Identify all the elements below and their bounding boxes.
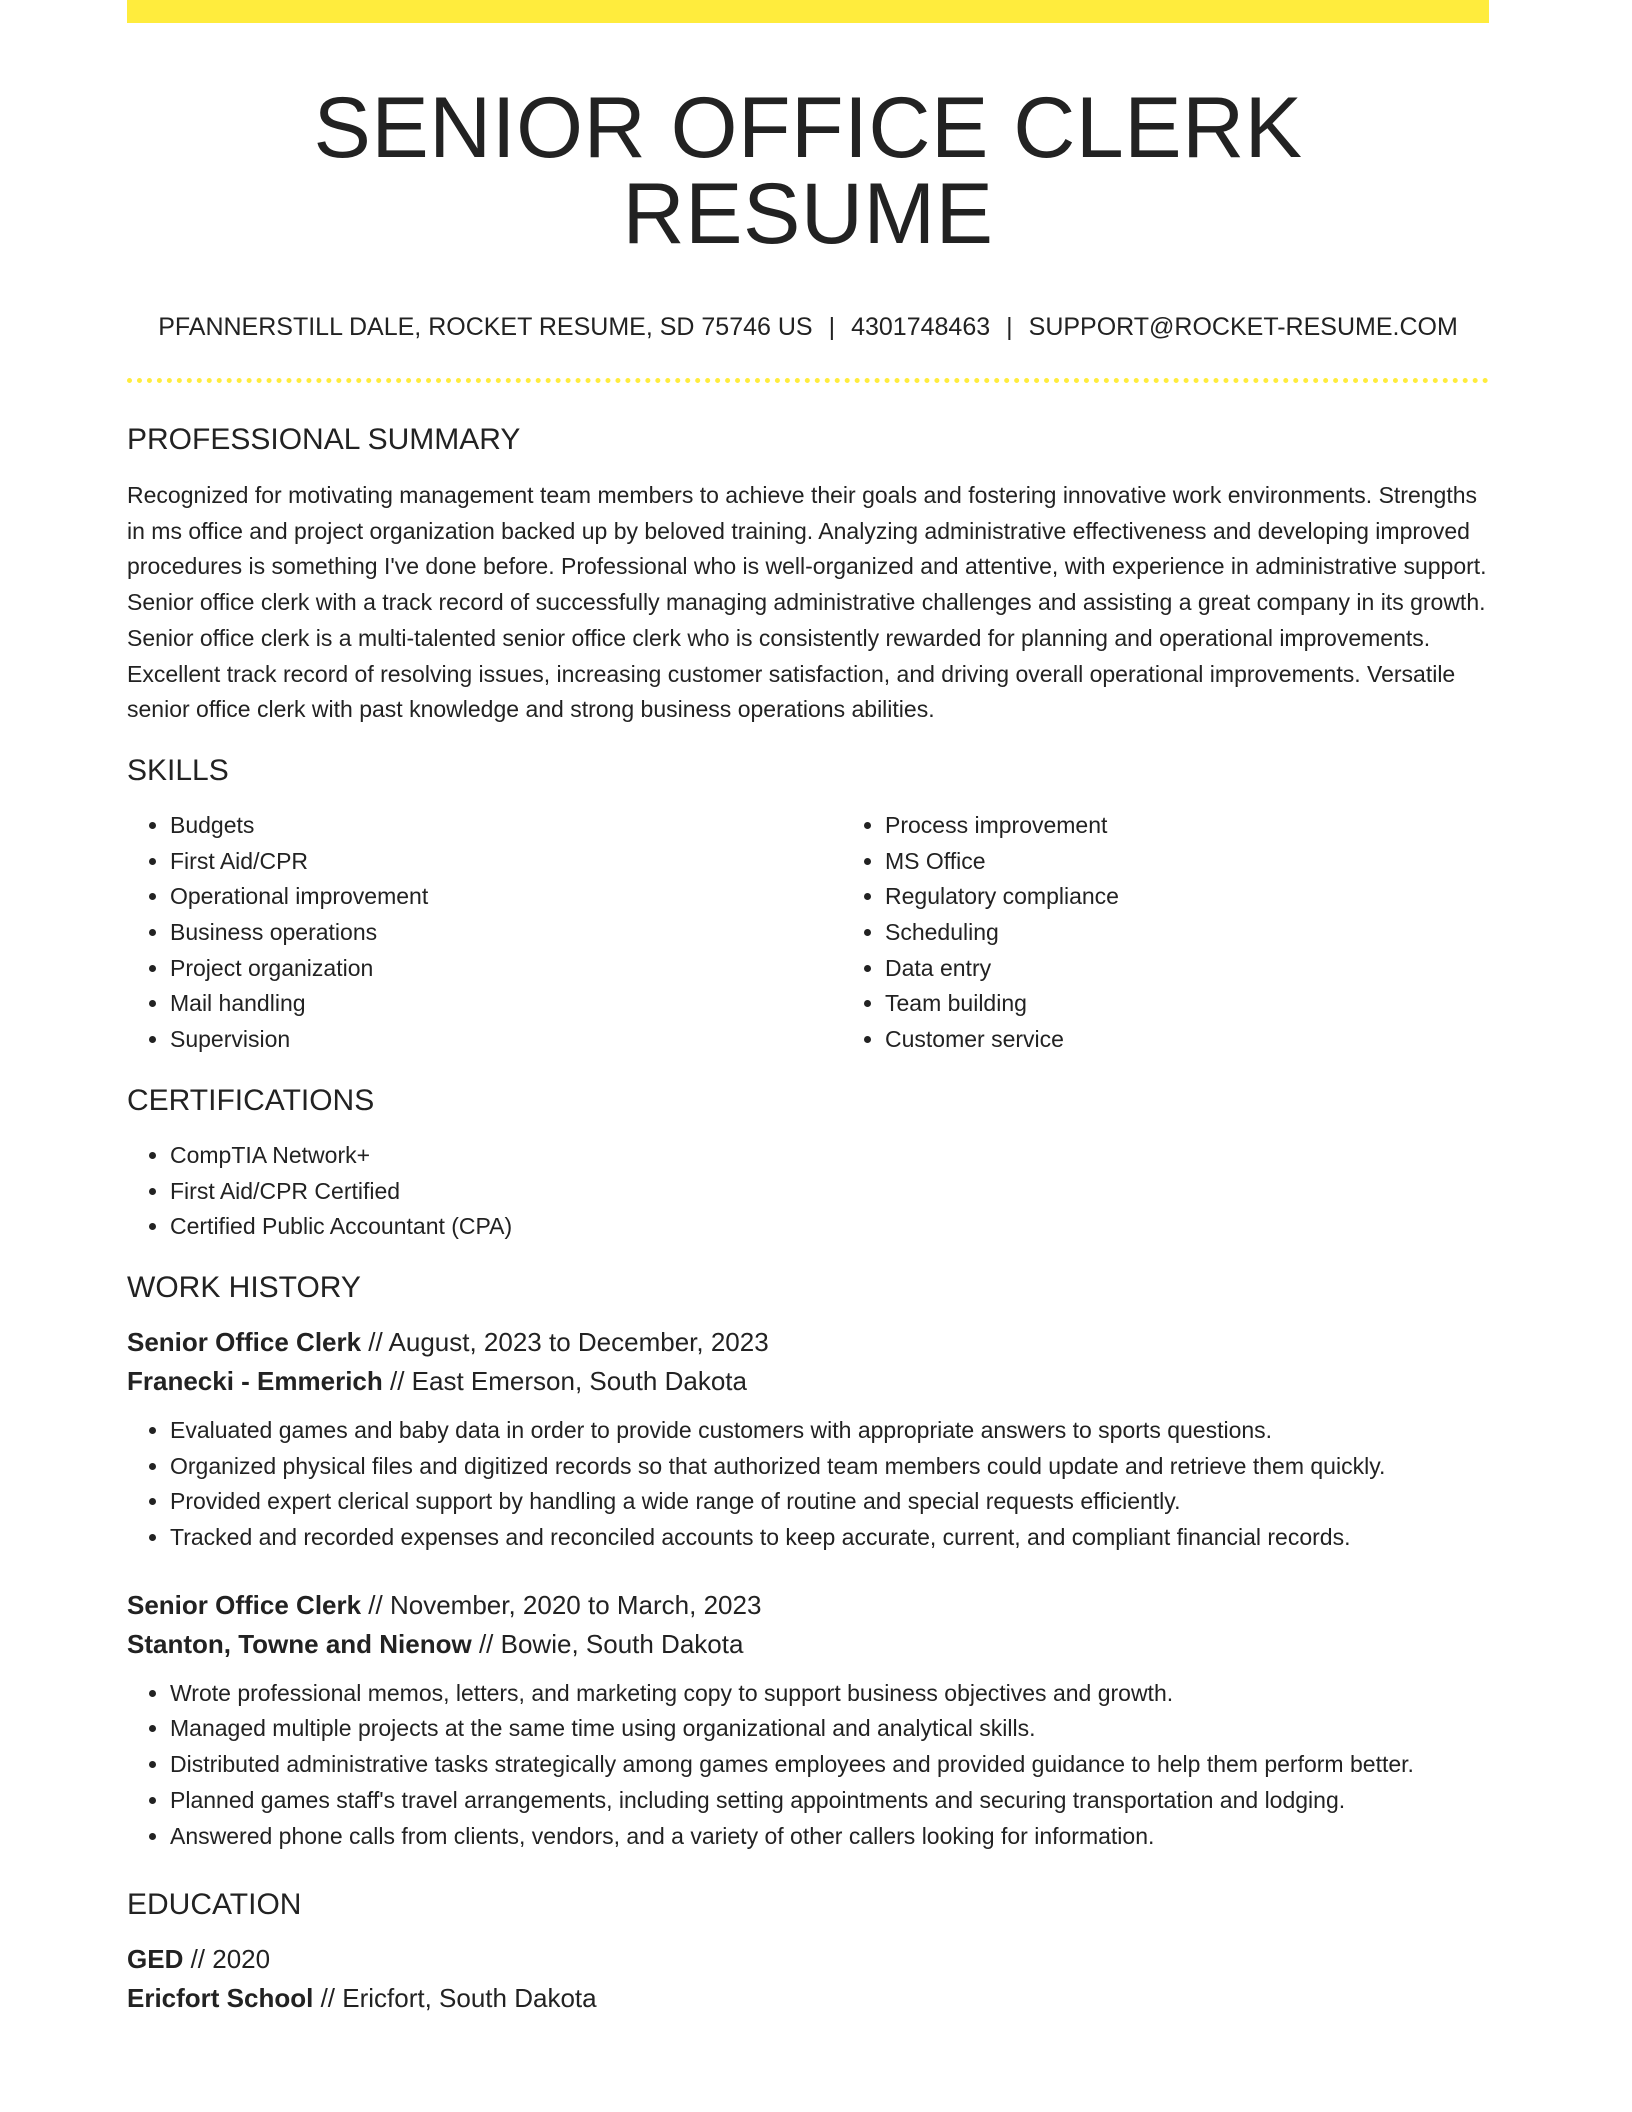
skill-item: • First Aid/CPR xyxy=(170,844,842,880)
job-location: // Bowie, South Dakota xyxy=(471,1628,744,1659)
summary-heading: PROFESSIONAL SUMMARY xyxy=(127,423,521,456)
job-bullets xyxy=(127,1413,1489,1556)
skill-item: • Budgets xyxy=(170,808,842,844)
certification-item: • CompTIA Network+ xyxy=(170,1138,1489,1174)
skill-item: • Supervision xyxy=(170,1022,842,1058)
dotted-divider xyxy=(127,378,1489,383)
skill-item: • Data entry xyxy=(885,951,1489,987)
top-accent-bar xyxy=(127,0,1489,23)
job-title-line xyxy=(127,1323,1489,1362)
education-degree: GED xyxy=(127,1944,184,1975)
job-dates: // November, 2020 to March, 2023 xyxy=(361,1589,762,1620)
job-dates: // August, 2023 to December, 2023 xyxy=(361,1326,769,1357)
skills-list-left xyxy=(127,808,842,1058)
skill-item: • Customer service xyxy=(885,1022,1489,1058)
job-entry xyxy=(127,1323,1489,1556)
education-year: // 2020 xyxy=(183,1944,271,1975)
job-bullet: • Distributed administrative tasks strategically among games employees and provided guidance to help them perform better. xyxy=(170,1747,1489,1783)
education-heading: EDUCATION xyxy=(127,1888,302,1922)
job-company: Stanton, Towne and Nienow xyxy=(127,1628,472,1659)
job-title: Senior Office Clerk xyxy=(127,1326,362,1357)
job-bullet: • Planned games staff's travel arrangements, including setting appointments and securing transportation and lodging. xyxy=(170,1783,1489,1819)
education-degree-line xyxy=(127,1940,1489,1979)
contact-separator: | xyxy=(1006,313,1013,341)
job-title-line xyxy=(127,1586,1489,1625)
resume-page xyxy=(127,0,1489,2018)
contact-separator: | xyxy=(828,313,836,341)
resume-title: SENIOR OFFICE CLERK RESUME xyxy=(313,80,1303,262)
job-location: // East Emerson, South Dakota xyxy=(382,1365,747,1396)
skill-item: • Process improvement xyxy=(885,808,1489,844)
education-location: // Ericfort, South Dakota xyxy=(313,1983,597,2014)
summary-text: Recognized for motivating management team members to achieve their goals and fostering innovative work environments. Strengths in ms office and project organization backed up by beloved training. Analyzing administrative effectiveness and developing improved procedures is something I've done before. Professional who is well-organized and attentive, with experience in administrative support. Senior office clerk with a track record of successfully managing administrative challenges and assisting a great company in its growth. Senior office clerk is a multi-talented senior office clerk who is consistently rewarded for planning and operational improvements. Excellent track record of resolving issues, increasing customer satisfaction, and driving overall operational improvements. Versatile senior office clerk with past knowledge and strong business operations abilities. xyxy=(127,482,1487,723)
certifications-list xyxy=(127,1138,1489,1245)
contact-email: SUPPORT@ROCKET-RESUME.COM xyxy=(1028,313,1458,341)
job-bullets xyxy=(127,1676,1489,1855)
job-bullet: • Wrote professional memos, letters, and marketing copy to support business objectives and growth. xyxy=(170,1676,1489,1712)
job-bullet: • Provided expert clerical support by handling a wide range of routine and special requests efficiently. xyxy=(170,1484,1489,1520)
contact-address: PFANNERSTILL DALE, ROCKET RESUME, SD 75746 US xyxy=(158,313,813,341)
skill-item: • Operational improvement xyxy=(170,879,842,915)
job-company: Franecki - Emmerich xyxy=(127,1365,383,1396)
job-bullet: • Evaluated games and baby data in order to provide customers with appropriate answers to sports questions. xyxy=(170,1413,1489,1449)
skills-heading: SKILLS xyxy=(127,753,229,787)
skill-item: • Business operations xyxy=(170,915,842,951)
education-school: Ericfort School xyxy=(127,1983,314,2014)
skill-item: • Scheduling xyxy=(885,915,1489,951)
skill-item: • Project organization xyxy=(170,951,842,987)
contact-phone: 4301748463 xyxy=(851,313,991,341)
job-company-line xyxy=(127,1362,1489,1401)
job-title: Senior Office Clerk xyxy=(127,1589,362,1620)
job-entry xyxy=(127,1586,1489,1855)
certification-item: • Certified Public Accountant (CPA) xyxy=(170,1209,1489,1245)
job-bullet: • Organized physical files and digitized records so that authorized team members could update and retrieve them quickly. xyxy=(170,1449,1489,1485)
job-company-line xyxy=(127,1625,1489,1664)
skill-item: • Team building xyxy=(885,986,1489,1022)
education-entry xyxy=(127,1940,1489,2018)
certification-item: • First Aid/CPR Certified xyxy=(170,1174,1489,1210)
skills-columns xyxy=(127,808,1489,1058)
job-bullet: • Answered phone calls from clients, vendors, and a variety of other callers looking for information. xyxy=(170,1819,1489,1855)
certifications-heading: CERTIFICATIONS xyxy=(127,1083,375,1117)
job-bullet: • Managed multiple projects at the same time using organizational and analytical skills. xyxy=(170,1711,1489,1747)
skills-list-right xyxy=(842,808,1489,1058)
contact-line xyxy=(127,315,1489,340)
skill-item: • Mail handling xyxy=(170,986,842,1022)
education-school-line xyxy=(127,1979,1489,2018)
job-bullet: • Tracked and recorded expenses and reconciled accounts to keep accurate, current, and compliant financial records. xyxy=(170,1520,1489,1556)
skill-item: • Regulatory compliance xyxy=(885,879,1489,915)
work-history-heading: WORK HISTORY xyxy=(127,1270,361,1304)
skill-item: • MS Office xyxy=(885,844,1489,880)
